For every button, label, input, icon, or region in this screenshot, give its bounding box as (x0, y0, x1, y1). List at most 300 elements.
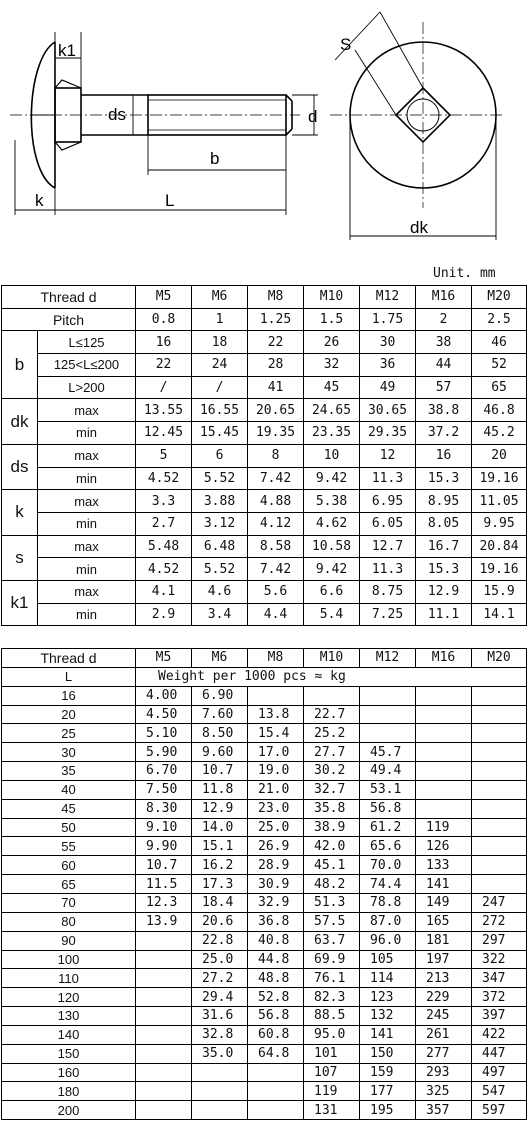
weight-cell: 25.0 (248, 818, 304, 837)
k1-max-row (2, 580, 527, 603)
weight-cell (136, 969, 192, 988)
table-cell: 7.42 (248, 558, 304, 581)
table-cell: 10 (304, 444, 360, 467)
weight-cell: 14.0 (192, 818, 248, 837)
min-label: min (38, 558, 136, 581)
weight-cell (360, 686, 416, 705)
weight-row (2, 950, 527, 969)
weight-cell: 78.8 (360, 893, 416, 912)
weight-cell: 70.0 (360, 856, 416, 875)
weight-cell: 126 (416, 837, 472, 856)
table-cell: 28 (248, 354, 304, 377)
weight-table (1, 648, 527, 1120)
table-cell: 38 (416, 331, 472, 354)
weight-cell: 325 (416, 1082, 472, 1101)
weight-cell: 4.50 (136, 705, 192, 724)
b-row (2, 354, 527, 377)
length-cell: 130 (2, 1007, 136, 1026)
weight-cell: 11.8 (192, 780, 248, 799)
weight-cell (304, 686, 360, 705)
weight-cell (136, 1044, 192, 1063)
weight-cell: 372 (472, 988, 527, 1007)
label-k: k (35, 191, 44, 210)
size-header: M10 (304, 649, 360, 668)
pitch-label: Pitch (2, 308, 136, 331)
weight-cell: 23.0 (248, 799, 304, 818)
size-header: M6 (192, 649, 248, 668)
table-cell: 1.75 (360, 308, 416, 331)
length-cell: 110 (2, 969, 136, 988)
weight-cell (416, 743, 472, 762)
weight-cell (192, 1101, 248, 1120)
table-cell: 15.9 (472, 580, 527, 603)
table-cell: 29.35 (360, 422, 416, 445)
table-cell: 5.52 (192, 558, 248, 581)
k1-label: k1 (2, 580, 38, 625)
weight-row (2, 780, 527, 799)
weight-cell (472, 837, 527, 856)
weight-cell: 357 (416, 1101, 472, 1120)
weight-cell: 31.6 (192, 1007, 248, 1026)
table-cell: 2.9 (136, 603, 192, 626)
weight-cell: 63.7 (304, 931, 360, 950)
max-label: max (38, 535, 136, 558)
weight-cell (248, 1101, 304, 1120)
length-cell: 180 (2, 1082, 136, 1101)
table-cell: 13.55 (136, 399, 192, 422)
weight-cell: 74.4 (360, 875, 416, 894)
weight-cell (472, 856, 527, 875)
weight-cell: 17.3 (192, 875, 248, 894)
b-condition: L>200 (38, 376, 136, 399)
table-cell: 4.88 (248, 490, 304, 513)
weight-cell: 132 (360, 1007, 416, 1026)
weight-cell (416, 762, 472, 781)
weight-cell (136, 1007, 192, 1026)
length-cell: 140 (2, 1025, 136, 1044)
weight-cell: 64.8 (248, 1044, 304, 1063)
weight-cell: 8.30 (136, 799, 192, 818)
weight-cell: 51.3 (304, 893, 360, 912)
table-cell: 16.7 (416, 535, 472, 558)
weight-cell: 56.8 (360, 799, 416, 818)
weight-row (2, 931, 527, 950)
label-S: S (340, 35, 352, 54)
table-cell: 16.55 (192, 399, 248, 422)
table-cell: 4.1 (136, 580, 192, 603)
table-cell: 7.25 (360, 603, 416, 626)
length-cell: 65 (2, 875, 136, 894)
weight-caption: Weight per 1000 pcs ≈ kg (136, 667, 527, 686)
weight-cell: 35.0 (192, 1044, 248, 1063)
table-cell: 4.52 (136, 558, 192, 581)
table-cell: 1.5 (304, 308, 360, 331)
table-cell: 5.48 (136, 535, 192, 558)
table-cell: 4.6 (192, 580, 248, 603)
table-cell: 12.45 (136, 422, 192, 445)
weight-cell: 4.00 (136, 686, 192, 705)
weight-cell (360, 724, 416, 743)
b-row (2, 331, 527, 354)
weight-row (2, 799, 527, 818)
weight-cell: 21.0 (248, 780, 304, 799)
weight-cell: 25.0 (192, 950, 248, 969)
table-cell: 36 (360, 354, 416, 377)
weight-cell: 397 (472, 1007, 527, 1026)
length-cell: 55 (2, 837, 136, 856)
weight-cell: 26.9 (248, 837, 304, 856)
weight-cell: 45.7 (360, 743, 416, 762)
weight-cell: 261 (416, 1025, 472, 1044)
weight-cell: 277 (416, 1044, 472, 1063)
length-cell: 60 (2, 856, 136, 875)
weight-cell: 60.8 (248, 1025, 304, 1044)
table-cell: 19.35 (248, 422, 304, 445)
weight-row (2, 856, 527, 875)
table-cell: 32 (304, 354, 360, 377)
weight-cell: 15.4 (248, 724, 304, 743)
weight-cell (136, 1101, 192, 1120)
length-cell: 160 (2, 1063, 136, 1082)
table-cell: 5.4 (304, 603, 360, 626)
min-label: min (38, 512, 136, 535)
weight-row (2, 818, 527, 837)
s-max-row (2, 535, 527, 558)
weight-cell: 6.70 (136, 762, 192, 781)
weight-cell: 25.2 (304, 724, 360, 743)
size-header: M5 (136, 286, 192, 309)
weight-cell: 32.7 (304, 780, 360, 799)
weight-cell: 32.9 (248, 893, 304, 912)
weight-cell: 447 (472, 1044, 527, 1063)
table-cell: 37.2 (416, 422, 472, 445)
label-k1: k1 (58, 41, 76, 60)
weight-cell: 95.0 (304, 1025, 360, 1044)
table-cell: 7.42 (248, 467, 304, 490)
weight-cell (416, 799, 472, 818)
weight-cell: 53.1 (360, 780, 416, 799)
weight-cell: 96.0 (360, 931, 416, 950)
table-cell: 65 (472, 376, 527, 399)
table-cell: 8.95 (416, 490, 472, 513)
weight-cell (192, 1082, 248, 1101)
weight-cell (472, 762, 527, 781)
table-cell: 2.7 (136, 512, 192, 535)
weight-cell: 29.4 (192, 988, 248, 1007)
length-cell: 100 (2, 950, 136, 969)
weight-cell: 8.50 (192, 724, 248, 743)
weight-cell: 131 (304, 1101, 360, 1120)
weight-row (2, 762, 527, 781)
table-cell: 3.12 (192, 512, 248, 535)
weight-row (2, 893, 527, 912)
min-label: min (38, 422, 136, 445)
weight-cell (416, 686, 472, 705)
size-header: M5 (136, 649, 192, 668)
weight-cell: 245 (416, 1007, 472, 1026)
table-cell: 6 (192, 444, 248, 467)
size-header: M20 (472, 286, 527, 309)
table-cell: 24.65 (304, 399, 360, 422)
table-cell: 26 (304, 331, 360, 354)
weight-cell: 12.3 (136, 893, 192, 912)
weight-cell: 15.1 (192, 837, 248, 856)
length-cell: 200 (2, 1101, 136, 1120)
b-condition: L≤125 (38, 331, 136, 354)
min-label: min (38, 467, 136, 490)
table-cell: 2 (416, 308, 472, 331)
table-cell: 46.8 (472, 399, 527, 422)
weight-cell: 17.0 (248, 743, 304, 762)
weight-cell: 119 (416, 818, 472, 837)
weight-cell: 114 (360, 969, 416, 988)
table-cell: 10.58 (304, 535, 360, 558)
weight-cell: 87.0 (360, 912, 416, 931)
weight-cell: 52.8 (248, 988, 304, 1007)
weight-cell (472, 705, 527, 724)
table-cell: 9.95 (472, 512, 527, 535)
length-cell: 40 (2, 780, 136, 799)
weight-cell: 177 (360, 1082, 416, 1101)
table-cell: 9.42 (304, 467, 360, 490)
table-cell: 12.7 (360, 535, 416, 558)
table-cell: 5 (136, 444, 192, 467)
table-cell: 6.48 (192, 535, 248, 558)
table-cell: 49 (360, 376, 416, 399)
length-cell: 20 (2, 705, 136, 724)
weight-cell (416, 780, 472, 799)
bolt-drawing (0, 0, 527, 260)
table-cell: 30.65 (360, 399, 416, 422)
weight-cell: 141 (416, 875, 472, 894)
table-cell: 15.3 (416, 558, 472, 581)
table-cell: 9.42 (304, 558, 360, 581)
weight-cell: 150 (360, 1044, 416, 1063)
weight-cell: 149 (416, 893, 472, 912)
table-cell: 14.1 (472, 603, 527, 626)
weight-cell: 49.4 (360, 762, 416, 781)
weight-cell (472, 818, 527, 837)
weight-cell: 101 (304, 1044, 360, 1063)
weight-cell: 69.9 (304, 950, 360, 969)
weight-cell (472, 724, 527, 743)
weight-cell (416, 705, 472, 724)
length-cell: 45 (2, 799, 136, 818)
weight-cell: 82.3 (304, 988, 360, 1007)
weight-row (2, 912, 527, 931)
weight-cell: 45.1 (304, 856, 360, 875)
weight-cell: 57.5 (304, 912, 360, 931)
weight-cell: 123 (360, 988, 416, 1007)
weight-cell: 13.8 (248, 705, 304, 724)
table-cell: 19.16 (472, 558, 527, 581)
ds-label: ds (2, 444, 38, 489)
weight-cell (192, 1063, 248, 1082)
length-cell: 30 (2, 743, 136, 762)
table-cell: 5.6 (248, 580, 304, 603)
table-cell: 8.75 (360, 580, 416, 603)
size-header: M10 (304, 286, 360, 309)
size-header: M20 (472, 649, 527, 668)
table-cell: 11.3 (360, 467, 416, 490)
weight-cell: 9.10 (136, 818, 192, 837)
unit-label: Unit. mm (433, 266, 496, 281)
dimension-table (1, 285, 527, 626)
table-cell: 41 (248, 376, 304, 399)
weight-cell: 10.7 (192, 762, 248, 781)
weight-cell: 347 (472, 969, 527, 988)
min-label: min (38, 603, 136, 626)
length-cell: 120 (2, 988, 136, 1007)
table-cell: 3.4 (192, 603, 248, 626)
table-cell: 30 (360, 331, 416, 354)
weight-row (2, 1044, 527, 1063)
weight-cell: 322 (472, 950, 527, 969)
k-label: k (2, 490, 38, 535)
weight-cell: 88.5 (304, 1007, 360, 1026)
weight-cell: 247 (472, 893, 527, 912)
weight-cell: 229 (416, 988, 472, 1007)
table-cell: 6.95 (360, 490, 416, 513)
size-header: M12 (360, 649, 416, 668)
table-cell: 6.6 (304, 580, 360, 603)
weight-cell: 30.9 (248, 875, 304, 894)
weight-cell: 141 (360, 1025, 416, 1044)
table-cell: 4.62 (304, 512, 360, 535)
thread-label: Thread d (2, 649, 136, 668)
thread-label: Thread d (2, 286, 136, 309)
size-header: M12 (360, 286, 416, 309)
max-label: max (38, 490, 136, 513)
weight-row (2, 969, 527, 988)
length-cell: 50 (2, 818, 136, 837)
size-header: M8 (248, 286, 304, 309)
table-cell: 8 (248, 444, 304, 467)
table-cell: 12.9 (416, 580, 472, 603)
weight-row (2, 1082, 527, 1101)
weight-cell: 107 (304, 1063, 360, 1082)
weight-cell: 48.8 (248, 969, 304, 988)
weight-cell: 76.1 (304, 969, 360, 988)
table-cell: 6.05 (360, 512, 416, 535)
weight-cell: 65.6 (360, 837, 416, 856)
length-cell: 80 (2, 912, 136, 931)
weight-cell: 5.90 (136, 743, 192, 762)
table-cell: 5.52 (192, 467, 248, 490)
table-cell: 16 (416, 444, 472, 467)
weight-row (2, 1007, 527, 1026)
weight-cell: 195 (360, 1101, 416, 1120)
weight-cell: 9.90 (136, 837, 192, 856)
table-cell: 46 (472, 331, 527, 354)
weight-cell (248, 1063, 304, 1082)
k-min-row (2, 512, 527, 535)
table-cell: / (192, 376, 248, 399)
weight-row (2, 686, 527, 705)
header-row (2, 649, 527, 668)
weight-cell: 497 (472, 1063, 527, 1082)
weight-row (2, 724, 527, 743)
dk-label: dk (2, 399, 38, 444)
weight-cell: 13.9 (136, 912, 192, 931)
dk-max-row (2, 399, 527, 422)
b-row (2, 376, 527, 399)
weight-cell (136, 1063, 192, 1082)
weight-cell: 22.7 (304, 705, 360, 724)
length-cell: 25 (2, 724, 136, 743)
weight-cell: 165 (416, 912, 472, 931)
weight-cell (472, 743, 527, 762)
length-cell: 35 (2, 762, 136, 781)
weight-cell: 56.8 (248, 1007, 304, 1026)
s-label: s (2, 535, 38, 580)
max-label: max (38, 399, 136, 422)
weight-cell: 119 (304, 1082, 360, 1101)
weight-cell: 18.4 (192, 893, 248, 912)
L-label: L (2, 667, 136, 686)
size-header: M16 (416, 649, 472, 668)
table-cell: 20 (472, 444, 527, 467)
size-header: M16 (416, 286, 472, 309)
table-cell: 44 (416, 354, 472, 377)
label-dk: dk (410, 218, 428, 237)
weight-cell: 181 (416, 931, 472, 950)
weight-row (2, 705, 527, 724)
weight-row (2, 743, 527, 762)
table-cell: 3.3 (136, 490, 192, 513)
weight-cell: 44.8 (248, 950, 304, 969)
weight-cell: 159 (360, 1063, 416, 1082)
k-max-row (2, 490, 527, 513)
length-cell: 70 (2, 893, 136, 912)
weight-cell (136, 931, 192, 950)
weight-cell: 597 (472, 1101, 527, 1120)
table-cell: 22 (248, 331, 304, 354)
weight-cell: 133 (416, 856, 472, 875)
weight-row (2, 837, 527, 856)
weight-cell (136, 1025, 192, 1044)
weight-cell: 30.2 (304, 762, 360, 781)
weight-cell: 422 (472, 1025, 527, 1044)
table-cell: 4.52 (136, 467, 192, 490)
weight-cell: 22.8 (192, 931, 248, 950)
label-ds: ds (108, 105, 126, 124)
length-cell: 16 (2, 686, 136, 705)
size-header: M8 (248, 649, 304, 668)
ds-min-row (2, 467, 527, 490)
weight-cell: 27.2 (192, 969, 248, 988)
weight-cell: 11.5 (136, 875, 192, 894)
header-row (2, 286, 527, 309)
weight-cell (360, 705, 416, 724)
weight-cell (248, 686, 304, 705)
table-cell: 57 (416, 376, 472, 399)
table-cell: 20.84 (472, 535, 527, 558)
weight-cell: 16.2 (192, 856, 248, 875)
weight-cell: 35.8 (304, 799, 360, 818)
s-min-row (2, 558, 527, 581)
weight-cell: 547 (472, 1082, 527, 1101)
table-cell: 11.1 (416, 603, 472, 626)
weight-cell (136, 1082, 192, 1101)
weight-row (2, 875, 527, 894)
weight-cell: 272 (472, 912, 527, 931)
weight-cell: 293 (416, 1063, 472, 1082)
b-label: b (2, 331, 38, 399)
weight-cell (472, 875, 527, 894)
weight-cell: 105 (360, 950, 416, 969)
table-cell: 24 (192, 354, 248, 377)
